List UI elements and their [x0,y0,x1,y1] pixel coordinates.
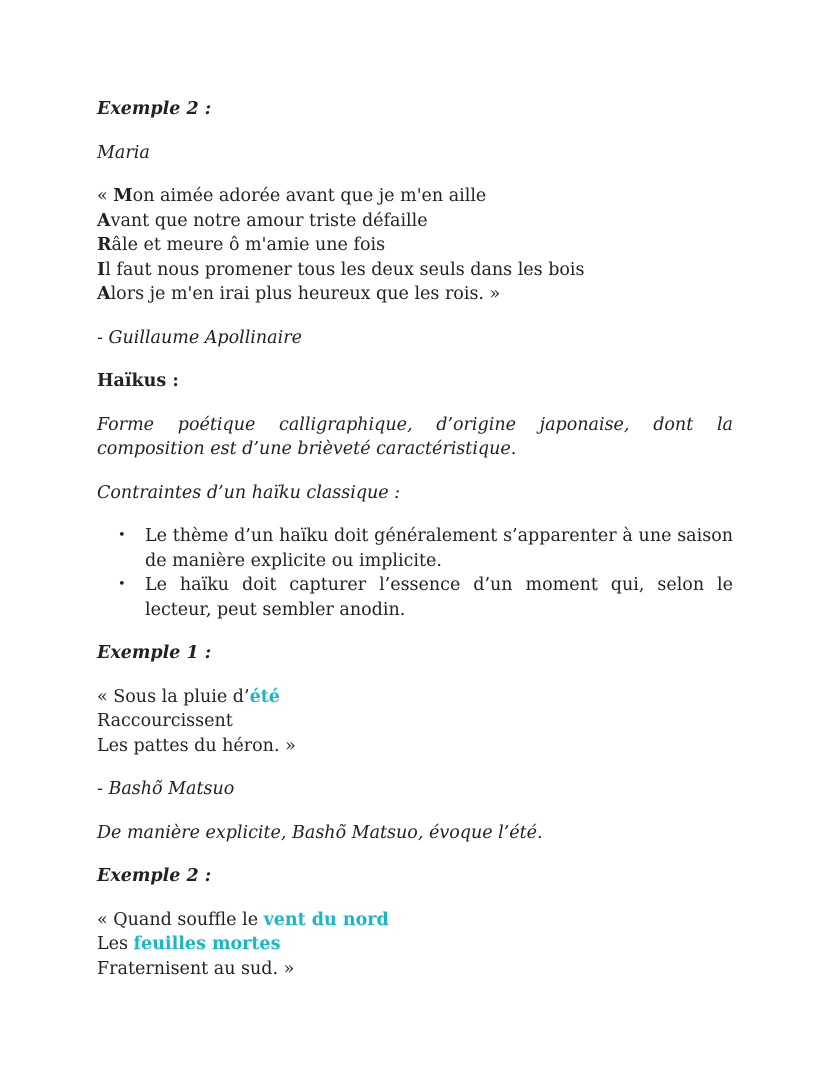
poem-line-rest: l faut nous promener tous les deux seuls dans les bois [105,259,585,280]
section-heading-haikus: Haïkus : [97,371,179,391]
poem-line-text: « Sous la pluie d’ [97,686,250,707]
poem-line [97,685,733,710]
list-item [97,573,733,622]
list-item-text: Le thème d’un haïku doit généralement s’apparenter à une saison de manière explicite ou implicite. [145,526,733,571]
acrostic-initial: I [97,259,106,280]
highlighted-phrase: vent du nord [263,909,389,930]
list-item-text: Le haïku doit capturer l’essence d’un moment qui, selon le lecteur, peut sembler anodin. [145,575,733,620]
poem-line-rest: on aimée adorée avant que je m'en aille [132,186,487,206]
document-content [97,97,733,1000]
poem-author: - Guillaume Apollinaire [97,327,302,348]
poem-line-rest: âle et meure ô m'amie une fois [111,235,386,255]
poem-line-rest: vant que notre amour triste défaille [110,210,428,231]
bullet-icon: • [118,577,126,592]
poem-line: Les pattes du héron. » [97,735,296,756]
poem-title: Maria [97,142,150,163]
poem-line-rest: lors je m'en irai plus heureux que les rois. » [110,284,501,304]
haiku-poem-2 [97,908,733,982]
constraints-list [97,524,733,622]
poem-line [97,932,733,957]
acrostic-initial: M [113,186,133,206]
poem-line: Raccourcissent [97,711,233,731]
poem-line [97,233,733,258]
poem-author: - Bashõ Matsuo [97,779,235,799]
bullet-icon: • [118,528,126,543]
highlighted-phrase: feuilles mortes [133,934,281,954]
poem-line-prefix: « [97,186,114,206]
poem-line [97,282,733,307]
haiku-comment: De manière explicite, Bashõ Matsuo, évoque l’été. [97,822,543,843]
acrostic-poem [97,184,733,307]
poem-line [97,258,733,283]
poem-line [97,184,733,209]
acrostic-initial: R [97,235,112,255]
constraints-title: Contraintes d’un haïku classique : [97,482,401,503]
poem-line-text: Les [97,934,134,954]
haiku-definition: Forme poétique calligraphique, d’origine japonaise, dont la composition est d’une brièveté caractéristique. [97,414,733,459]
haiku-poem-1 [97,685,733,759]
highlighted-word: été [249,686,280,707]
section-heading-exemple-2: Exemple 2 : [97,99,212,119]
poem-line-text: « Quand souffle le [97,909,264,930]
acrostic-initial: A [97,210,111,231]
poem-line [97,209,733,234]
list-item [97,524,733,573]
poem-line: Fraternisent au sud. » [97,958,295,979]
poem-line [97,908,733,933]
section-heading-exemple-1: Exemple 1 : [97,643,212,663]
acrostic-initial: A [97,284,111,304]
section-heading-exemple-2b: Exemple 2 : [97,866,212,886]
